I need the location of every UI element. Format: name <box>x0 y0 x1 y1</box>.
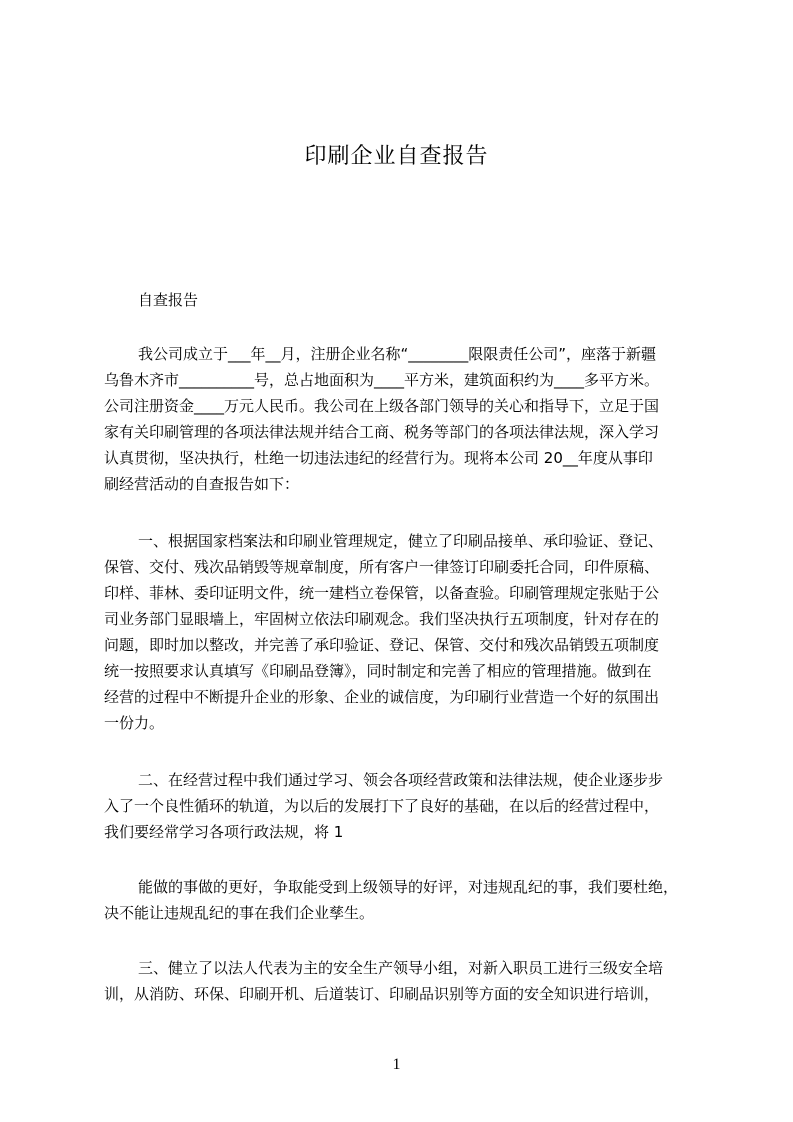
paragraph-line: 二、在经营过程中我们通过学习、领会各项经营政策和法律法规，使企业逐步步 <box>138 771 664 789</box>
paragraph-line: 决不能让违规乱纪的事在我们企业孳生。 <box>104 904 375 922</box>
paragraph-line: 印样、菲林、委印证明文件，统一建档立卷保管，以备查验。印刷管理规定张贴于公 <box>104 584 660 602</box>
paragraph-line: 保管、交付、残次品销毁等规章制度，所有客户一律签订印刷委托合同，印件原稿、 <box>104 558 660 576</box>
paragraph-section-two <box>104 767 708 845</box>
paragraph-line: 入了一个良性循环的轨道，为以后的发展打下了良好的基础，在以后的经营过程中， <box>104 797 660 815</box>
paragraph-line: 经营的过程中不断提升企业的形象、企业的诚信度，为印刷行业营造一个好的氛围出 <box>104 688 660 706</box>
paragraph-line: 三、健立了以法人代表为主的安全生产领导小组，对新入职员工进行三级安全培 <box>138 959 664 977</box>
paragraph-line: 一、根据国家档案法和印刷业管理规定，健立了印刷品接单、承印验证、登记、 <box>138 532 664 550</box>
paragraph-section-three <box>104 955 708 1007</box>
paragraph-line: 乌鲁木齐市__________号，总占地面积为____平方米，建筑面积约为____多平方米。 <box>104 371 660 389</box>
paragraph-line: 一份力。 <box>104 714 165 732</box>
paragraph-line: 公司注册资金____万元人民币。我公司在上级各部门领导的关心和指导下，立足于国 <box>104 397 660 415</box>
paragraph-line: 司业务部门显眼墙上，牢固树立依法印刷观念。我们坚决执行五项制度，针对存在的 <box>104 610 660 628</box>
paragraph-line: 认真贯彻，坚决执行，杜绝一切违法违纪的经营行为。现将本公司 20__年度从事印 <box>104 449 653 467</box>
paragraph-line: 刷经营活动的自查报告如下： <box>104 475 300 493</box>
paragraph-line: 家有关印刷管理的各项法律法规并结合工商、税务等部门的各项法律法规，深入学习 <box>104 423 660 441</box>
paragraph-line: 训，从消防、环保、印刷开机、后道装订、印刷品识别等方面的安全知识进行培训， <box>104 985 660 1003</box>
paragraph-line: 统一按照要求认真填写《印刷品登簿》，同时制定和完善了相应的管理措施。做到在 <box>104 662 652 680</box>
paragraph-line: 我公司成立于___年__月，注册企业名称“________限限责任公司”，座落于新疆 <box>138 345 657 363</box>
paragraph-line: 问题，即时加以整改，并完善了承印验证、登记、保管、交付和残次品销毁五项制度 <box>104 636 660 654</box>
paragraph-continuation <box>104 874 708 926</box>
paragraph-intro <box>104 341 708 497</box>
heading-text: 自查报告 <box>138 291 199 309</box>
document-title: 印刷企业自查报告 <box>304 144 489 169</box>
section-heading <box>104 287 708 313</box>
paragraph-line: 能做的事做的更好，争取能受到上级领导的好评，对违规乱纪的事，我们要杜绝， <box>138 878 679 896</box>
paragraph-section-one <box>104 528 708 736</box>
paragraph-line: 我们要经常学习各项行政法规，将 1 <box>104 823 344 841</box>
page-number: 1 <box>392 1056 401 1073</box>
